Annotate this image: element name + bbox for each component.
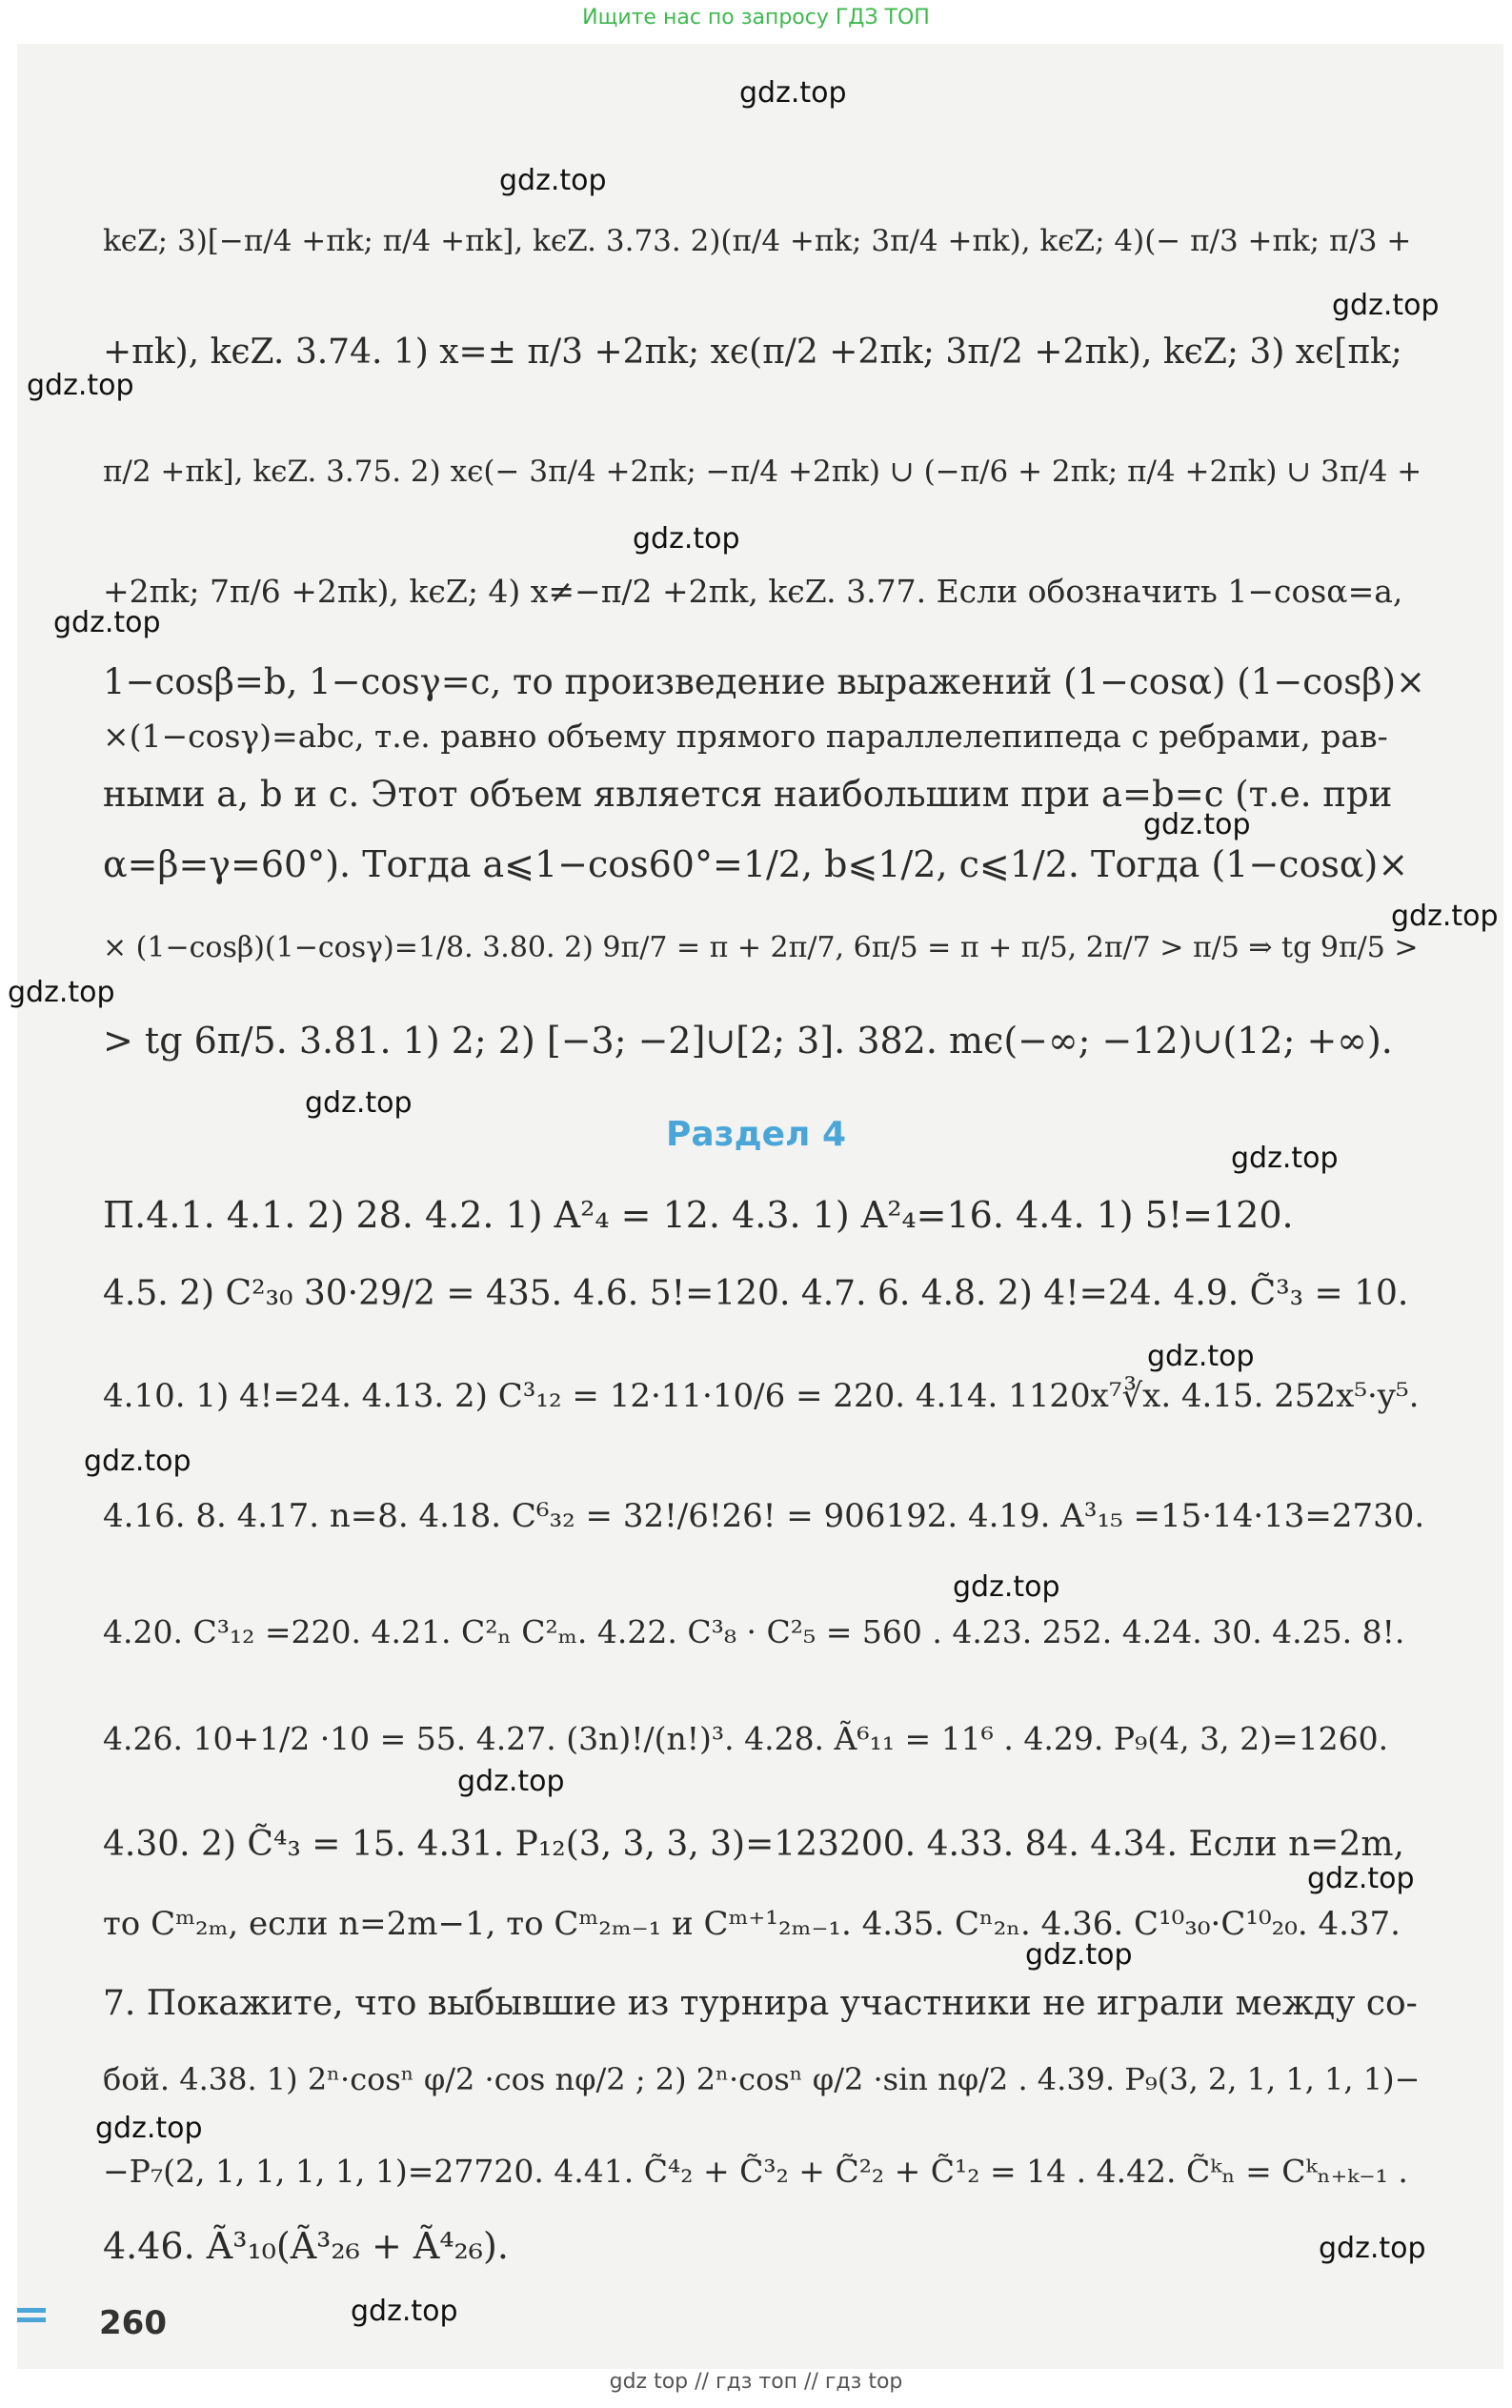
answer-line: +2πk; 7π/6 +2πk), kϵZ; 4) x≠−π/2 +2πk, kϵZ. 3.77. Если обозначить 1−cosα=a, <box>103 573 1403 610</box>
answer-line: 4.46. Ã³₁₀(Ã³₂₆ + Ã⁴₂₆). <box>103 2225 509 2267</box>
answer-line: 7. Покажите, что выбывшие из турнира участники не играли между со- <box>103 1984 1418 2023</box>
watermark: gdz.top <box>1231 1142 1339 1175</box>
watermark: gdz.top <box>1332 289 1440 322</box>
answer-line: π/2 +πk], kϵZ. 3.75. 2) xϵ(− 3π/4 +2πk; −π/4 +2πk) ∪ (−π/6 + 2πk; π/4 +2πk) ∪ 3π/4 + <box>103 455 1422 489</box>
answer-line: α=β=γ=60°). Тогда a⩽1−cos60°=1/2, b⩽1/2, c⩽1/2. Тогда (1−cosα)× <box>103 843 1409 885</box>
answer-line: 4.16. 8. 4.17. n=8. 4.18. C⁶₃₂ = 32!/6!26! = 906192. 4.19. A³₁₅ =15·14·13=2730. <box>103 1497 1425 1535</box>
answer-line: 1−cosβ=b, 1−cosγ=c, то произведение выражений (1−cosα) (1−cosβ)× <box>103 661 1426 702</box>
watermark: gdz.top <box>84 1445 192 1478</box>
answer-line: П.4.1. 4.1. 2) 28. 4.2. 1) A²₄ = 12. 4.3. 1) A²₄=16. 4.4. 1) 5!=120. <box>103 1194 1294 1236</box>
watermark: gdz.top <box>1307 1862 1415 1895</box>
watermark: gdz.top <box>739 76 847 110</box>
page-marker-bar <box>17 2317 46 2322</box>
watermark: gdz.top <box>457 1765 565 1798</box>
watermark: gdz.top <box>953 1570 1060 1604</box>
answer-line: 4.10. 1) 4!=24. 4.13. 2) C³₁₂ = 12·11·10/6 = 220. 4.14. 1120x⁷∛x. 4.15. 252x⁵·y⁵. <box>103 1377 1420 1415</box>
answer-line: 4.5. 2) C²₃₀ 30·29/2 = 435. 4.6. 5!=120. 4.7. 6. 4.8. 2) 4!=24. 4.9. C̃³₃ = 10. <box>103 1274 1409 1313</box>
watermark: gdz.top <box>95 2112 203 2145</box>
watermark: gdz.top <box>1391 900 1499 933</box>
answer-line: 4.30. 2) C̃⁴₃ = 15. 4.31. P₁₂(3, 3, 3, 3)=123200. 4.33. 84. 4.34. Если n=2m, <box>103 1825 1404 1864</box>
watermark: gdz.top <box>27 369 134 402</box>
answer-line: kϵZ; 3)[−π/4 +πk; π/4 +πk], kϵZ. 3.73. 2)(π/4 +πk; 3π/4 +πk), kϵZ; 4)(− π/3 +πk; π/3 + <box>103 224 1412 258</box>
answer-line: бой. 4.38. 1) 2ⁿ·cosⁿ φ/2 ·cos nφ/2 ; 2) 2ⁿ·cosⁿ φ/2 ·sin nφ/2 . 4.39. P₉(3, 2, 1, 1, 1, 1)− <box>103 2061 1421 2097</box>
watermark: gdz.top <box>1025 1938 1133 1972</box>
page-number: 260 <box>99 2304 167 2342</box>
watermark: gdz.top <box>633 522 740 556</box>
watermark: gdz.top <box>53 606 161 639</box>
watermark: gdz.top <box>1319 2232 1426 2265</box>
watermark: gdz.top <box>499 164 607 197</box>
section-title: Раздел 4 <box>665 1115 847 1154</box>
bottom-banner[interactable]: gdz top // гдз топ // гдз top <box>609 2370 903 2394</box>
page-marker-bar <box>17 2308 46 2313</box>
answer-line: −P₇(2, 1, 1, 1, 1, 1)=27720. 4.41. C̃⁴₂ + C̃³₂ + C̃²₂ + C̃¹₂ = 14 . 4.42. C̃ᵏₙ = Cᵏₙ₊ₖ₋₁ . <box>103 2153 1408 2190</box>
answer-line: 4.20. C³₁₂ =220. 4.21. C²ₙ C²ₘ. 4.22. C³₈ · C²₅ = 560 . 4.23. 252. 4.24. 30. 4.25. 8!. <box>103 1613 1405 1650</box>
answer-line: > tg 6π/5. 3.81. 1) 2; 2) [−3; −2]∪[2; 3]. 382. mϵ(−∞; −12)∪(12; +∞). <box>103 1020 1393 1062</box>
answer-line: × (1−cosβ)(1−cosγ)=1/8. 3.80. 2) 9π/7 = π + 2π/7, 6π/5 = π + π/5, 2π/7 > π/5 ⇒ tg 9π/5 > <box>103 931 1419 964</box>
answer-line: 4.26. 10+1/2 ·10 = 55. 4.27. (3n)!/(n!)³. 4.28. Ã⁶₁₁ = 11⁶ . 4.29. P₉(4, 3, 2)=1260. <box>103 1720 1389 1757</box>
watermark: gdz.top <box>351 2295 458 2328</box>
answer-line: то Cᵐ₂ₘ, если n=2m−1, то Cᵐ₂ₘ₋₁ и Cᵐ⁺¹₂ₘ₋₁. 4.35. Cⁿ₂ₙ. 4.36. C¹⁰₃₀·C¹⁰₂₀. 4.37. <box>103 1905 1401 1943</box>
watermark: gdz.top <box>1147 1340 1255 1373</box>
answer-line: +πk), kϵZ. 3.74. 1) x=± π/3 +2πk; xϵ(π/2 +2πk; 3π/2 +2πk), kϵZ; 3) xϵ[πk; <box>103 333 1402 372</box>
watermark: gdz.top <box>305 1086 413 1120</box>
top-banner[interactable]: Ищите нас по запросу ГДЗ ТОП <box>582 6 930 30</box>
watermark: gdz.top <box>1143 808 1251 841</box>
answer-line: ными a, b и c. Этот объем является наибольшим при a=b=c (т.е. при <box>103 774 1393 815</box>
answer-line: ×(1−cosγ)=abc, т.е. равно объему прямого параллелепипеда с ребрами, рав- <box>103 718 1388 755</box>
watermark: gdz.top <box>8 976 115 1009</box>
